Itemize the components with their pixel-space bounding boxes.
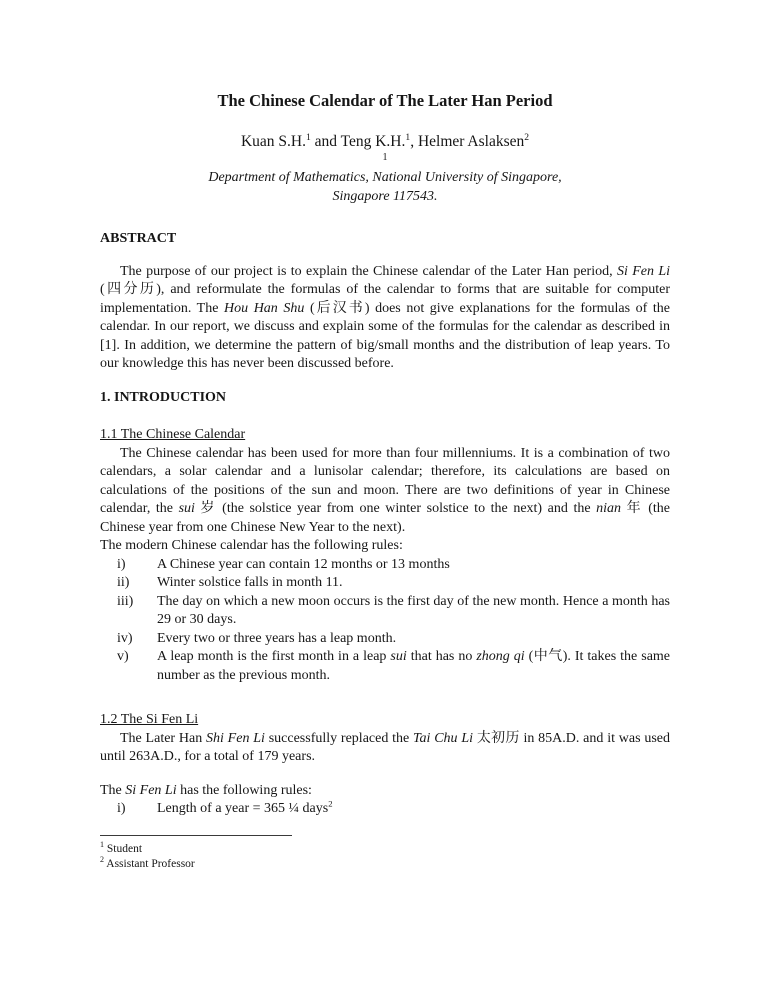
list-item-numeral: v) — [117, 649, 129, 664]
sifenli-rules-list — [100, 800, 670, 819]
list-item-text: Length of a year = 365 ¼ days$^2$ — [157, 798, 333, 816]
list-item-text: A Chinese year can contain 12 months or 13 months — [157, 556, 450, 572]
list-item-numeral: iii) — [117, 593, 134, 609]
modern-rules-intro: The modern Chinese calendar has the following rules: — [100, 538, 403, 553]
list-item-numeral: i) — [117, 801, 126, 816]
subsection-1-1-heading: 1.1 The Chinese Calendar — [100, 427, 246, 442]
subsection-1-2-heading: 1.2 The Si Fen Li — [100, 712, 199, 727]
subsection-1-1-paragraph: The Chinese calendar has been used for more than four millenniums. It is a combination of two calendars, a solar calendar and a lunisolar calendar; therefore, its calculations are based on calculations of the positions of the sun and moon. There are two definitions of year in Chinese calendar, the sui 岁 (the solstice year from one winter solstice to the next) and the nian 年 (the Chinese year from one Chinese New Year to the next). — [100, 445, 670, 535]
list-item-numeral: ii) — [117, 575, 130, 590]
list-item — [100, 593, 670, 630]
authors-line: Kuan S.H.$^1$ and Teng K.H.$^1$, Helmer Aslaksen$^2$ — [240, 131, 530, 150]
list-item — [100, 630, 670, 649]
footnote-marker: 1 — [100, 839, 105, 849]
footnote-text: Student — [104, 842, 143, 855]
modern-calendar-rules-list — [100, 556, 670, 686]
footnote-text: Assistant Professor — [104, 857, 195, 870]
subsection-1-2-paragraph: The Later Han Shi Fen Li successfully replaced the Tai Chu Li 太初历 in 85A.D. and it was used until 263A.D., for a total of 179 years. — [100, 730, 670, 764]
stray-footnote-mark: 1 — [382, 152, 388, 163]
footnote-divider — [100, 835, 292, 836]
list-item-text: Every two or three years has a leap month. — [157, 630, 397, 646]
abstract-heading: ABSTRACT — [100, 231, 177, 246]
list-item — [100, 574, 670, 593]
list-item — [100, 648, 670, 685]
affiliation-line-2: Singapore 117543. — [332, 188, 438, 204]
footnote-student — [100, 839, 670, 857]
paper-title: The Chinese Calendar of The Later Han Period — [217, 91, 553, 110]
affiliation-block — [100, 169, 670, 206]
introduction-heading: 1. INTRODUCTION — [100, 389, 227, 405]
affiliation-line-1: Department of Mathematics, National University of Singapore, — [208, 170, 562, 185]
list-item-text: A leap month is the first month in a leap sui that has no zhong qi (中气). It takes the same number as the previous month. — [157, 649, 671, 683]
abstract-paragraph: The purpose of our project is to explain the Chinese calendar of the Later Han period, Si Fen Li (四分历), and reformulate the formulas of the calendar to forms that are suitable for computer implementation. The Hou Han Shu (后汉书) does not give explanations for the formulas of the calendar. In our report, we discuss and explain some of the formulas for the calendar as described in [1]. In addition, we determine the pattern of big/small months and the distribution of leap years. To our knowledge this has never been discussed before. — [100, 263, 670, 371]
list-item — [100, 556, 670, 575]
footnote-marker: 2 — [100, 854, 105, 864]
list-item-numeral: iv) — [117, 630, 133, 646]
footnote-assistant-professor — [100, 854, 670, 872]
list-item-text: The day on which a new moon occurs is the first day of the new month. Hence a month has 29 or 30 days. — [157, 593, 670, 627]
list-item-numeral: i) — [117, 556, 126, 572]
sifenli-rules-intro: The Si Fen Li has the following rules: — [100, 782, 312, 798]
list-item-text: Winter solstice falls in month 11. — [157, 575, 343, 590]
list-item — [100, 800, 670, 819]
footnotes-block — [100, 835, 670, 872]
